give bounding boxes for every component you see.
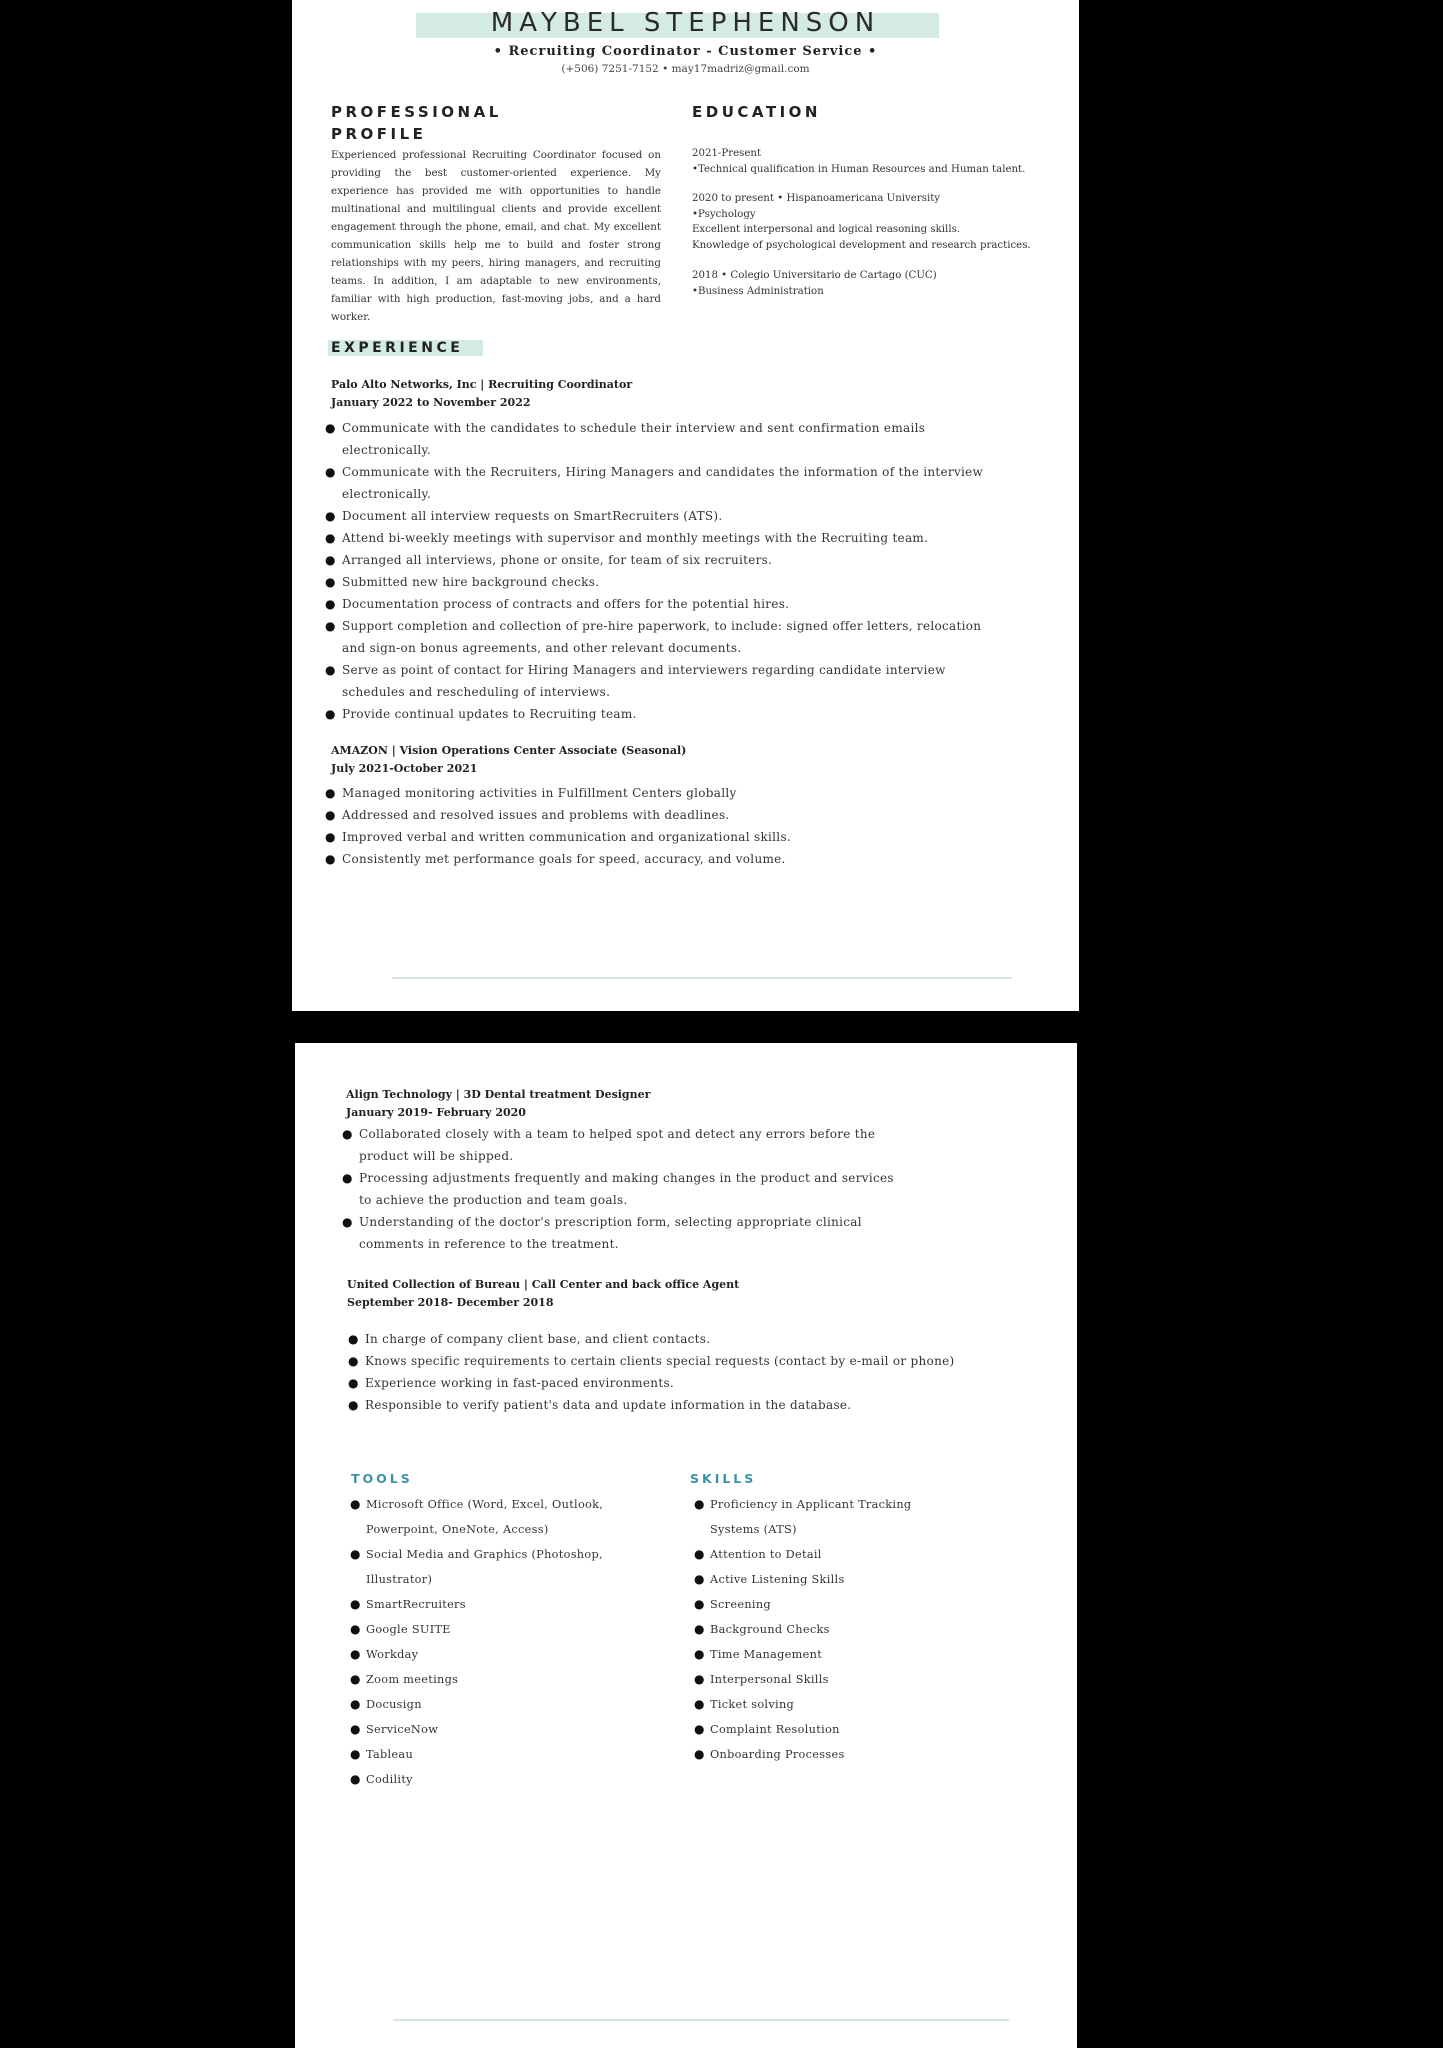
resume-page-2 (295, 1043, 1077, 2048)
list-item: ● Provide continual updates to Recruiting team. (325, 707, 637, 721)
job-header (331, 376, 632, 412)
list-item: ● Tableau (350, 1747, 414, 1761)
list-item: ● ServiceNow (350, 1722, 439, 1736)
tools-list (350, 1492, 612, 1792)
job-title: AMAZON | Vision Operations Center Associate (Seasonal) (331, 744, 687, 757)
list-item: ● Background Checks (694, 1622, 830, 1636)
list-item: ● Document all interview requests on SmartRecruiters (ATS). (325, 509, 723, 523)
job-dates: January 2019- February 2020 (346, 1106, 526, 1119)
profile-text: Experienced professional Recruiting Coordinator focused on providing the best customer-oriented experience. My experience has provided me with opportunities to handle multinational and multilingual clients and provide excellent engagement through the phone, email, and chat. My excellent communication skills help me to build and foster strong relationships with my peers, hiring managers, and recruiting teams. In addition, I am adaptable to new environments, familiar with high production, fast-moving jobs, and a hard worker. (331, 149, 661, 323)
resume-page-1 (292, 0, 1079, 1011)
footer-divider (393, 2019, 1009, 2021)
list-item: ● Google SUITE (350, 1622, 451, 1636)
job-bullets (348, 1328, 1028, 1416)
job-header (346, 1086, 650, 1122)
list-item: ● Experience working in fast-paced environments. (348, 1376, 675, 1390)
list-item: ● SmartRecruiters (350, 1597, 466, 1611)
job-dates: July 2021-October 2021 (331, 762, 478, 775)
profile-heading: PROFESSIONAL PROFILE (331, 103, 502, 143)
job-bullets (342, 1123, 902, 1255)
education-entry: 2018 • Colegio Universitario de Cartago (CUC) •Business Administration (692, 270, 937, 297)
list-item: ● Attention to Detail (694, 1547, 822, 1561)
candidate-name: MAYBEL STEPHENSON (490, 8, 881, 38)
list-item: ● Screening (694, 1597, 771, 1611)
job-dates: January 2022 to November 2022 (331, 396, 531, 409)
candidate-roles: • Recruiting Coordinator - Customer Service • (493, 44, 878, 59)
list-item: ● Docusign (350, 1697, 422, 1711)
list-item: ● Serve as point of contact for Hiring Managers and interviewers regarding candidate interview schedules and rescheduling of interviews. (325, 663, 946, 699)
list-item: ● Onboarding Processes (694, 1747, 845, 1761)
list-item: ● Proficiency in Applicant Tracking Systems (ATS) (694, 1497, 912, 1536)
list-item: ● Communicate with the candidates to schedule their interview and sent confirmation emails electronically. (325, 421, 926, 457)
list-item: ● Zoom meetings (350, 1672, 459, 1686)
skills-heading: SKILLS (690, 1471, 757, 1486)
job-header (331, 742, 686, 778)
job-header (347, 1276, 739, 1312)
list-item: ● Knows specific requirements to certain clients special requests (contact by e-mail or phone) (348, 1354, 955, 1368)
list-item: ● Documentation process of contracts and offers for the potential hires. (325, 597, 790, 611)
list-item: ● Responsible to verify patient's data and update information in the database. (348, 1398, 852, 1412)
skills-list (694, 1492, 934, 1767)
job-bullets (325, 417, 1005, 725)
footer-divider (392, 977, 1012, 979)
list-item: ● Consistently met performance goals for speed, accuracy, and volume. (325, 852, 786, 866)
list-item: ● Social Media and Graphics (Photoshop, Illustrator) (350, 1547, 603, 1586)
education-entry: 2020 to present • Hispanoamericana University •Psychology Excellent interpersonal and logical reasoning skills. Knowledge of psychological development and research practices. (692, 193, 1031, 251)
list-item: ● Addressed and resolved issues and problems with deadlines. (325, 808, 730, 822)
list-item: ● Attend bi-weekly meetings with supervisor and monthly meetings with the Recruiting team. (325, 531, 929, 545)
list-item: ● Active Listening Skills (694, 1572, 845, 1586)
education-heading: EDUCATION (692, 103, 821, 121)
list-item: ● Interpersonal Skills (694, 1672, 829, 1686)
experience-heading: EXPERIENCE (331, 340, 464, 356)
list-item: ● In charge of company client base, and client contacts. (348, 1332, 711, 1346)
list-item: ● Improved verbal and written communication and organizational skills. (325, 830, 792, 844)
list-item: ● Collaborated closely with a team to helped spot and detect any errors before the product will be shipped. (342, 1127, 876, 1163)
list-item: ● Arranged all interviews, phone or onsite, for team of six recruiters. (325, 553, 773, 567)
list-item: ● Communicate with the Recruiters, Hiring Managers and candidates the information of the interview electronically. (325, 465, 984, 501)
list-item: ● Support completion and collection of pre-hire paperwork, to include: signed offer letters, relocation and sign-on bonus agreements, and other relevant documents. (325, 619, 982, 655)
contact-info: (+506) 7251-7152 • may17madriz@gmail.com (561, 63, 810, 75)
job-dates: September 2018- December 2018 (347, 1296, 554, 1309)
list-item: ● Processing adjustments frequently and making changes in the product and services to achieve the production and team goals. (342, 1171, 894, 1207)
list-item: ● Ticket solving (694, 1697, 795, 1711)
job-title: Palo Alto Networks, Inc | Recruiting Coordinator (331, 378, 633, 391)
job-title: United Collection of Bureau | Call Center and back office Agent (347, 1278, 740, 1291)
job-title: Align Technology | 3D Dental treatment Designer (346, 1088, 651, 1101)
tools-heading: TOOLS (351, 1471, 413, 1486)
list-item: ● Workday (350, 1647, 419, 1661)
list-item: ● Managed monitoring activities in Fulfillment Centers globally (325, 786, 737, 800)
list-item: ● Complaint Resolution (694, 1722, 840, 1736)
list-item: ● Submitted new hire background checks. (325, 575, 600, 589)
job-bullets (325, 782, 1005, 870)
list-item: ● Time Management (694, 1647, 823, 1661)
education-entry: 2021-Present •Technical qualification in Human Resources and Human talent. (692, 148, 1026, 175)
list-item: ● Codility (350, 1772, 413, 1786)
list-item: ● Understanding of the doctor's prescription form, selecting appropriate clinical comments in reference to the treatment. (342, 1215, 862, 1251)
list-item: ● Microsoft Office (Word, Excel, Outlook, Powerpoint, OneNote, Access) (350, 1497, 604, 1536)
